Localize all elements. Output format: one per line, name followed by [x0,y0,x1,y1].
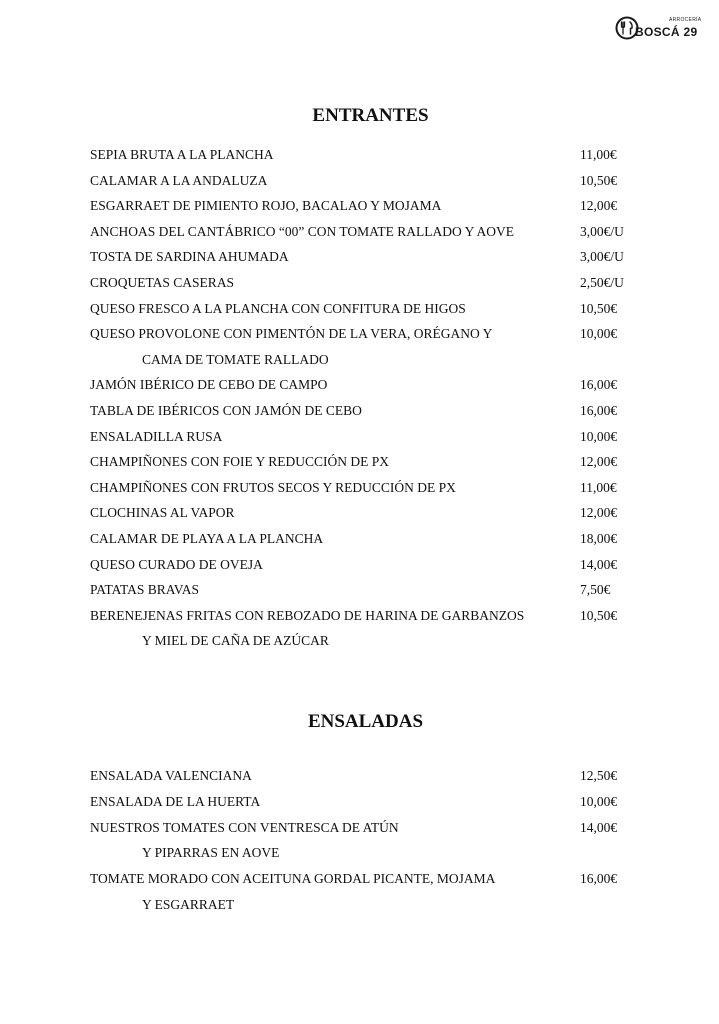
menu-item-name: QUESO CURADO DE OVEJA [90,556,263,572]
menu-item-name: ESGARRAET DE PIMIENTO ROJO, BACALAO Y MOJAMA [90,198,442,214]
menu-item-name: NUESTROS TOMATES CON VENTRESCA DE ATÚN [90,819,399,835]
menu-item-price: 3,00€/U [580,249,624,265]
menu-item-continuation: Y MIEL DE CAÑA DE AZÚCAR [142,633,329,649]
menu-item-price: 12,00€ [580,505,618,521]
menu-item-name: CROQUETAS CASERAS [90,275,235,290]
menu-item [90,819,650,861]
menu-item-name: QUESO FRESCO A LA PLANCHA CON CONFITURA DE HIGOS [90,300,466,316]
menu-item-price: 11,00€ [580,479,617,495]
menu-item [90,403,650,425]
menu-item-price: 14,00€ [580,556,618,572]
menu-item-name: CALAMAR DE PLAYA A LA PLANCHA [90,531,324,546]
menu-item-name: ENSALADA DE LA HUERTA [90,793,261,809]
section-title-ensaladas: ENSALADAS [307,711,424,732]
menu-item [90,301,650,323]
menu-item-price: 16,00€ [580,871,618,887]
menu-item [90,871,650,912]
menu-item-name: CHAMPIÑONES CON FOIE Y REDUCCIÓN DE PX [90,454,390,470]
menu-item-price: 14,00€ [580,819,618,835]
menu-item-price: 12,00€ [580,454,618,470]
section-title-entrantes: ENTRANTES [312,105,429,126]
menu-item-name: ENSALADILLA RUSA [90,428,223,444]
menu-item [90,768,650,790]
menu-item [90,531,650,553]
menu-item [90,198,650,220]
menu-item-name: CLOCHINAS AL VAPOR [90,505,235,521]
menu-item [90,326,650,367]
menu-item-price: 12,00€ [580,198,618,214]
menu-item-price: 16,00€ [580,403,618,418]
menu-item-price: 7,50€ [580,582,611,598]
menu-item-continuation: Y ESGARRAET [142,896,235,912]
menu-item-price: 10,00€ [580,428,618,444]
menu-item-name: TOMATE MORADO CON ACEITUNA GORDAL PICANTE, MOJAMA [90,871,496,887]
menu-item-continuation: CAMA DE TOMATE RALLADO [142,351,329,367]
menu-item-price: 12,50€ [580,768,618,783]
menu-item-price: 16,00€ [580,377,618,393]
menu-item [90,173,650,195]
menu-item-price: 10,50€ [580,172,618,188]
menu-item-name: SEPIA BRUTA A LA PLANCHA [90,147,274,162]
menu-item [90,377,650,399]
menu-item-continuation: Y PIPARRAS EN AOVE [142,845,280,861]
menu-item [90,794,650,816]
brand-logo [615,16,705,42]
menu-item [90,582,650,604]
menu-item-name: JAMÓN IBÉRICO DE CEBO DE CAMPO [90,377,328,393]
menu-item-price: 18,00€ [580,531,618,546]
menu-item-name: ENSALADA VALENCIANA [90,768,252,783]
menu-item-name: ANCHOAS DEL CANTÁBRICO “00” CON TOMATE RALLADO Y AOVE [90,223,514,239]
menu-item-price: 10,50€ [580,300,618,316]
menu-item-name: TABLA DE IBÉRICOS CON JAMÓN DE CEBO [90,403,362,418]
menu-item-price: 10,00€ [580,793,618,809]
menu-item [90,607,650,649]
menu-item-name: PATATAS BRAVAS [90,582,200,598]
menu-item-price: 11,00€ [580,147,617,162]
menu-item-price: 2,50€/U [580,275,624,290]
menu-item [90,480,650,502]
menu-item [90,454,650,476]
menu-item [90,275,650,297]
menu-item [90,429,650,451]
menu-item-price: 10,00€ [580,326,618,342]
menu-item [90,249,650,271]
menu-item-name: BERENEJENAS FRITAS CON REBOZADO DE HARINA DE GARBANZOS [90,607,525,623]
menu-item-price: 10,50€ [580,607,618,623]
menu-item [90,224,650,246]
menu-item [90,557,650,579]
menu-item [90,147,650,169]
menu-item-name: CHAMPIÑONES CON FRUTOS SECOS Y REDUCCIÓN DE PX [90,479,456,495]
menu-item-name: TOSTA DE SARDINA AHUMADA [90,249,289,265]
brand-subtitle: ARROCERÍA [669,17,702,23]
menu-item-name: QUESO PROVOLONE CON PIMENTÓN DE LA VERA, ORÉGANO Y [90,326,493,342]
menu-item-price: 3,00€/U [580,223,624,239]
menu-item [90,505,650,527]
brand-name: BOSCÁ 29 [635,25,698,39]
menu-item-name: CALAMAR A LA ANDALUZA [90,172,268,188]
